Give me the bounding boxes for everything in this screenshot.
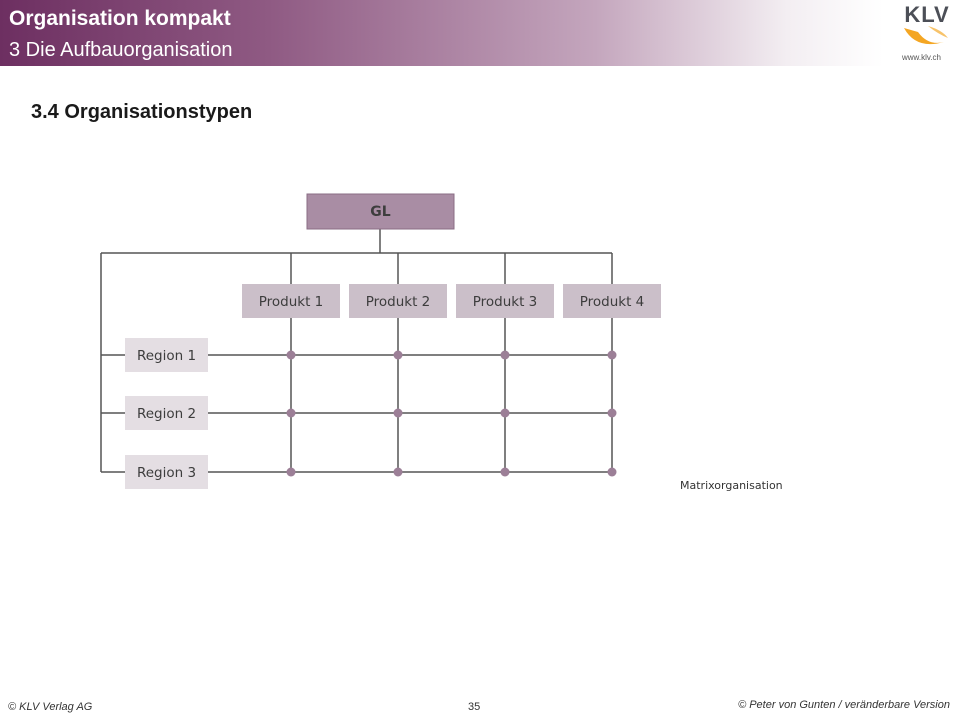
matrix-node [394, 468, 403, 477]
logo-url: www.klv.ch [902, 53, 941, 62]
diagram-caption: Matrixorganisation [680, 479, 783, 492]
product-box-3 [456, 284, 554, 318]
chapter-subtitle: 3 Die Aufbauorganisation [9, 39, 233, 61]
gl-label: GL [370, 204, 391, 220]
matrix-node [501, 351, 510, 360]
matrix-node [394, 351, 403, 360]
region-box-1 [125, 338, 208, 372]
gl-box [307, 194, 454, 229]
matrix-node [608, 351, 617, 360]
page-number: 35 [468, 701, 481, 713]
footer-copyright: © KLV Verlag AG [8, 701, 93, 713]
logo-text: KLV [904, 2, 950, 27]
region-label-1: Region 1 [136, 348, 197, 364]
region-label-3: Region 3 [136, 465, 197, 481]
product-box-4 [563, 284, 661, 318]
region-box-3 [125, 455, 208, 489]
product-box-2 [349, 284, 447, 318]
product-label-3: Produkt 3 [472, 294, 538, 310]
matrix-node [287, 468, 296, 477]
matrix-node [394, 409, 403, 418]
product-label-1: Produkt 1 [258, 294, 324, 310]
matrix-node [501, 409, 510, 418]
matrix-node [287, 409, 296, 418]
region-label-2: Region 2 [136, 406, 197, 422]
section-title: 3.4 Organisationstypen [31, 101, 253, 123]
product-label-2: Produkt 2 [365, 294, 431, 310]
matrix-node [608, 468, 617, 477]
matrix-node [287, 351, 296, 360]
product-box-1 [242, 284, 340, 318]
region-box-2 [125, 396, 208, 430]
footer-author: © Peter von Gunten / veränderbare Version [738, 699, 950, 711]
presentation-title: Organisation kompakt [9, 7, 231, 30]
matrix-node [501, 468, 510, 477]
product-label-4: Produkt 4 [579, 294, 645, 310]
matrix-node [608, 409, 617, 418]
